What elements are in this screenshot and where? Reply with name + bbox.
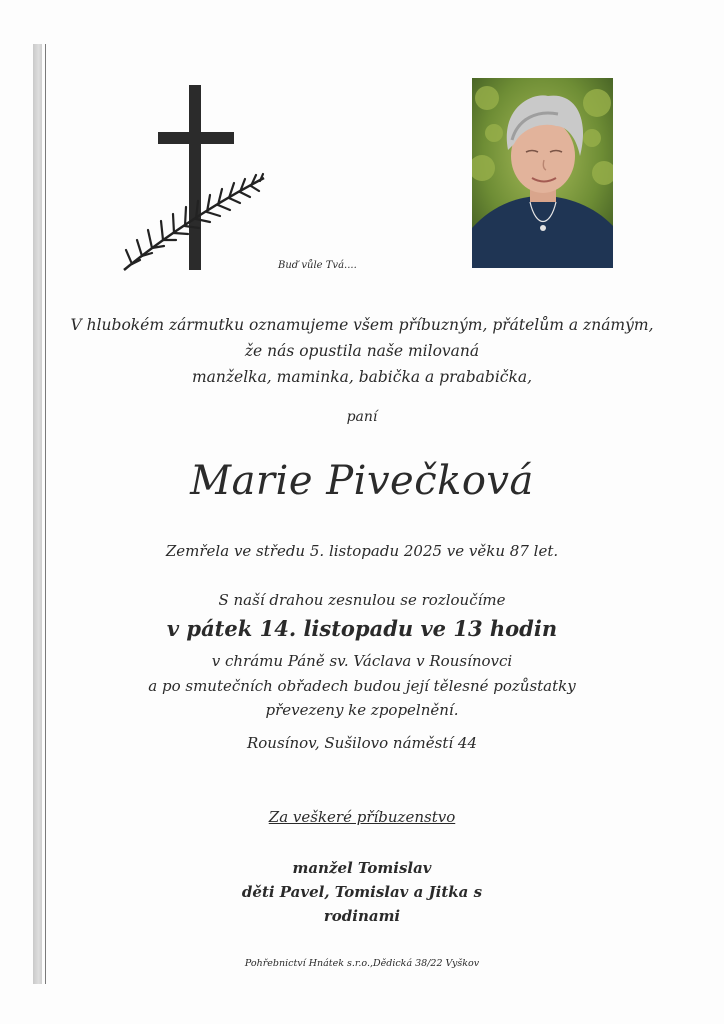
motto: Buď vůle Tvá....	[278, 260, 357, 271]
portrait-photo	[472, 78, 613, 268]
intro-line: manželka, maminka, babička a prababička,	[191, 368, 533, 386]
farewell-place-line: v chrámu Páně sv. Václava v Rousínovci	[211, 652, 513, 670]
family-line: manžel Tomislav	[292, 859, 432, 877]
farewell-intro: S naší drahou zesnulou se rozloučíme	[218, 591, 506, 609]
deceased-name: Marie Pivečková	[190, 458, 534, 504]
left-edge-bar	[33, 44, 42, 984]
family-line: děti Pavel, Tomislav a Jitka s	[241, 883, 483, 901]
title-word: paní	[346, 409, 378, 425]
family-heading: Za veškeré příbuzenstvo	[268, 808, 456, 826]
funeral-service-footer: Pohřebnictví Hnátek s.r.o.,Dědická 38/22 Vyškov	[244, 958, 480, 969]
family-list	[0, 856, 724, 928]
cross-with-palm-icon	[118, 82, 268, 277]
left-edge-line	[45, 44, 46, 984]
farewell-place-line: a po smutečních obřadech budou její tělesné pozůstatky	[148, 676, 576, 695]
intro-line: V hlubokém zármutku oznamujeme všem příbuzným, přátelům a známým,	[70, 316, 654, 334]
intro-line: že nás opustila naše milovaná	[244, 342, 480, 360]
death-notice: Zemřela ve středu 5. listopadu 2025 ve věku 87 let.	[165, 542, 559, 560]
intro-text	[0, 312, 724, 390]
family-line: rodinami	[323, 907, 401, 925]
farewell-place-line: převezeny ke zpopelnění.	[265, 701, 459, 719]
farewell-date: v pátek 14. listopadu ve 13 hodin	[166, 616, 558, 641]
family-address: Rousínov, Sušilovo náměstí 44	[246, 734, 478, 752]
farewell-place	[0, 649, 724, 723]
